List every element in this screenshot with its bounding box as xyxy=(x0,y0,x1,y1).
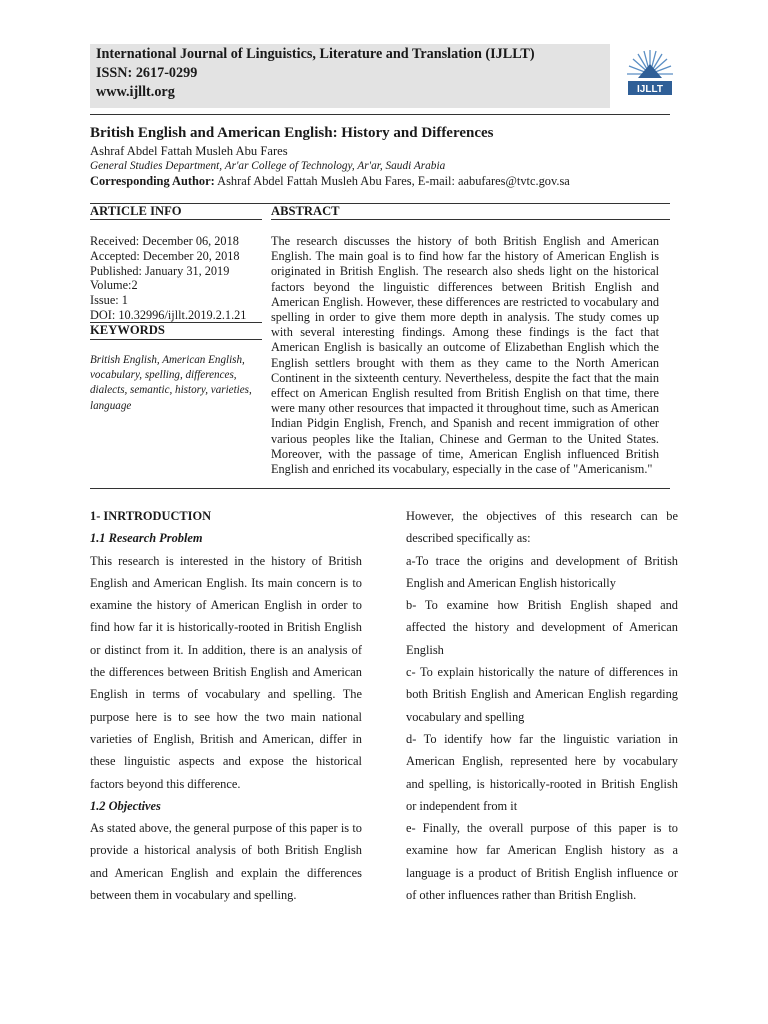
doi: DOI: 10.32996/ijllt.2019.2.1.21 xyxy=(90,307,247,322)
journal-issn: ISSN: 2617-0299 xyxy=(96,65,198,81)
volume: Volume:2 xyxy=(90,278,138,293)
journal-website: www.ijllt.org xyxy=(96,84,175,100)
issue: Issue: 1 xyxy=(90,293,128,308)
objective-item: a-To trace the origins and development of British English and American English historically xyxy=(406,553,678,590)
journal-name: International Journal of Linguistics, Literature and Translation (IJLLT) xyxy=(96,46,535,62)
keywords-list: British English, American English, vocabulary, spelling, differences, dialects, semantic, history, varieties, language xyxy=(90,354,252,412)
header-divider xyxy=(90,114,670,115)
article-author: Ashraf Abdel Fattah Musleh Abu Fares xyxy=(90,144,288,158)
article-info-list xyxy=(90,234,262,323)
research-problem-text: This research is interested in the history of British English and American English. Its main concern is to examine the history of American English in order to find how far it is historically-rooted in British English or distinct from it. In addition, there is an analysis of the differences between British English and American English in terms of vocabulary and spelling. The purpose here is to see how the two main national varieties of English, British and American, differ in these linguistic aspects and expose the historical factors beyond this difference. xyxy=(90,553,362,791)
right-column xyxy=(406,505,678,906)
objective-item: e- Finally, the overall purpose of this paper is to examine how far American English history as a language is a product of British English influence or of other influences rather than British English. xyxy=(406,821,678,903)
article-title: British English and American English: History and Differences xyxy=(90,125,494,141)
objectives-text: As stated above, the general purpose of this paper is to provide a historical analysis of both British English and American English and explain the differences between them in vocabulary and spelling. xyxy=(90,821,362,903)
logo-text: IJLLT xyxy=(637,84,663,95)
received-date: Received: December 06, 2018 xyxy=(90,234,239,248)
corresponding-label: Corresponding Author: xyxy=(90,174,215,188)
objective-item: d- To identify how far the linguistic variation in American English, represented here by vocabulary and spelling, is historically-rooted in British English or independent from it xyxy=(406,731,678,813)
author-affiliation: General Studies Department, Ar'ar College of Technology, Ar'ar, Saudi Arabia xyxy=(90,160,446,172)
abstract-heading: ABSTRACT xyxy=(271,204,340,218)
keywords-head-rule xyxy=(90,339,262,340)
objectives-intro: However, the objectives of this research can be described specifically as: xyxy=(406,509,678,546)
accepted-date: Accepted: December 20, 2018 xyxy=(90,248,240,263)
objective-item: c- To explain historically the nature of differences in both British English and American English regarding vocabulary and spelling xyxy=(406,665,678,724)
research-problem-heading: 1.1 Research Problem xyxy=(90,531,203,546)
published-date: Published: January 31, 2019 xyxy=(90,263,230,278)
article-info-heading: ARTICLE INFO xyxy=(90,204,182,218)
journal-header xyxy=(90,44,610,108)
abstract-text: The research discusses the history of both British English and American English. The main goal is to find how far the history of American English is originated in British English. The research also sheds light on the historical factors beyond the linguistic differences between British English and American English. However, these differences are restricted to vocabulary and spelling in order to give them more depth in analysis. The study comes up with several interesting findings. Among these findings is the fact that American English is basically an outcome of Elizabethan English which the English settlers brought with them as they came to the North American Continent in the sixteenth century. Nevertheless, despite the fact that the main effect on American English resulted from British English on that time, there were many other resources that impacted it throughout time, such as American Indian Pidgin English, French, and Spanish and recent immigration of other various peoples like the Italian, Chinese and German to the United States. Moreover, with the passage of time, American English influenced British English and enriched its vocabulary, especially in the case of "Americanism." xyxy=(271,234,659,477)
journal-logo xyxy=(624,44,676,100)
info-bottom-rule xyxy=(90,488,670,489)
corresponding-details: Ashraf Abdel Fattah Musleh Abu Fares, E-mail: aabufares@tvtc.gov.sa xyxy=(214,174,570,188)
info-head-rule xyxy=(90,219,262,220)
objectives-heading: 1.2 Objectives xyxy=(90,798,161,813)
objective-item: b- To examine how British English shaped and affected the history and development of American English xyxy=(406,598,678,657)
section-heading: 1- INRTRODUCTION xyxy=(90,509,212,523)
keywords-heading: KEYWORDS xyxy=(90,323,165,337)
corresponding-author xyxy=(90,174,570,189)
left-column xyxy=(90,505,362,906)
abstract-head-rule xyxy=(271,219,670,220)
